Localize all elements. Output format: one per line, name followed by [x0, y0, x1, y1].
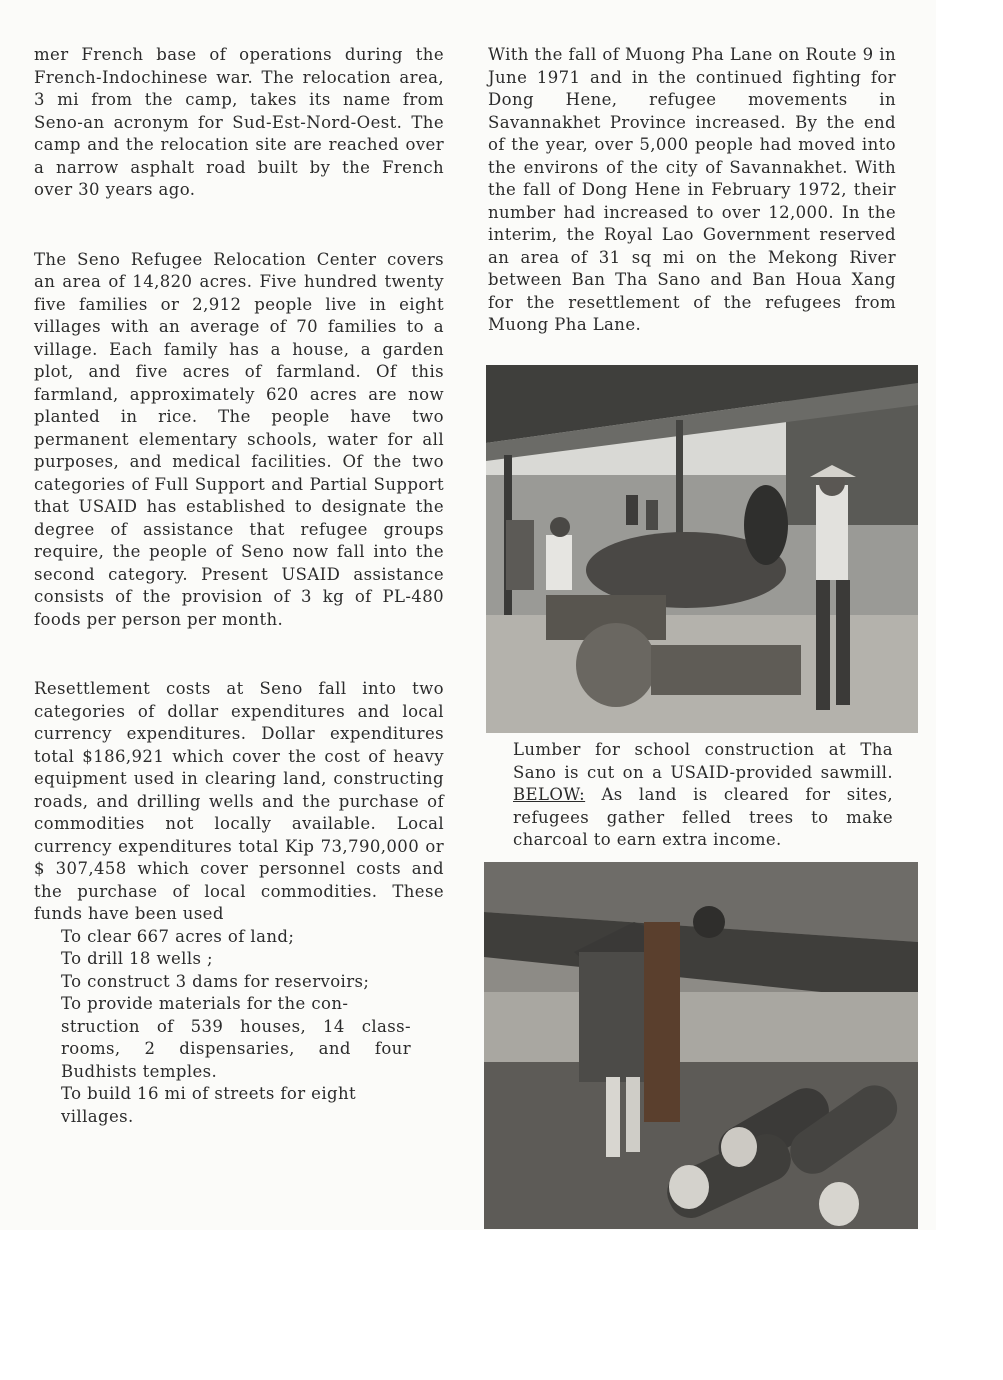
list-item [61, 993, 411, 1083]
sawmill-photo-illustration [486, 365, 918, 733]
paragraph-seno-location: mer French base of operations during the French-Indochinese war. The relocation area, 3 mi from the camp, takes its name from Seno-an acronym for Sud-Est-Nord-Oest. The camp and the relocation site are reached over a narrow asphalt road built by the French over 30 years ago. [34, 45, 444, 199]
list-item-text: To provide materials for the con- [61, 994, 349, 1013]
list-item-text: To drill 18 wells ; [61, 949, 213, 968]
caption-text-sawmill: Lumber for school construction at Tha Sano is cut on a USAID-provided sawmill. [513, 740, 893, 782]
list-item [61, 948, 444, 971]
list-item [61, 971, 444, 994]
paragraph-refugee-movements: With the fall of Muong Pha Lane on Route 9 in June 1971 and in the continued fighting for Dong Hene, refugee movements in Savannakhet Province increased. By the end of the year, over 5,000 people had moved into the environs of the city of Savannakhet. With the fall of Dong Hene in February 1972, their number had increased to over 12,000. In the interim, the Royal Lao Government reserved an area of 31 sq mi on the Mekong River between Ban Tha Sano and Ban Houa Xang for the resettlement of the refugees from Muong Pha Lane. [488, 45, 896, 334]
list-item-text: To clear 667 acres of land; [61, 926, 295, 946]
list-item [61, 1083, 444, 1128]
left-column [34, 44, 444, 1128]
caption-text-charcoal: As land is cleared for sites, refugees gather felled trees to make charcoal to earn extra income. [513, 785, 893, 849]
list-item-text: To construct 3 dams for reservoirs; [61, 971, 370, 991]
photo-caption [513, 739, 893, 852]
paragraph-relocation-center: The Seno Refugee Relocation Center covers an area of 14,820 acres. Five hundred twenty five families or 2,912 people live in eight villages with an average of 70 families to a village. Each family has a house, a garden plot, and five acres of farmland. Of this farmland, approximately 620 acres are now planted in rice. The people have two permanent elementary schools, water for all purposes, and medical facilities. Of the two categories of Full Support and Partial Support that USAID has established to designate the degree of assistance that refugee groups require, the people of Seno now fall into the second category. Present USAID assistance consists of the provision of 3 kg of PL-480 foods per person per month. [34, 249, 444, 629]
list-item-continuation: struction of 539 houses, 14 class-rooms, 2 dispensaries, and four Budhists temples. [61, 1016, 411, 1081]
caption-below-label: BELOW: [513, 785, 586, 804]
charcoal-photo-illustration [484, 862, 918, 1229]
list-item-continuation: villages. [61, 1106, 134, 1126]
list-item-text: To build 16 mi of streets for eight [61, 1084, 357, 1103]
uses-list [34, 926, 444, 1129]
charcoal-photo [484, 862, 918, 1229]
list-item [61, 926, 444, 949]
right-column [488, 44, 896, 337]
sawmill-photo [486, 365, 918, 733]
paragraph-resettlement-costs: Resettlement costs at Seno fall into two categories of dollar expenditures and local currency expenditures. Dollar expenditures total $186,921 which cover the cost of heavy equipment used in clearing land, constructing roads, and drilling wells and the purchase of commodities not locally available. Local currency expenditures total Kip 73,790,000 or $ 307,458 which cover personnel costs and the purchase of local commodities. These funds have been used [34, 679, 444, 923]
